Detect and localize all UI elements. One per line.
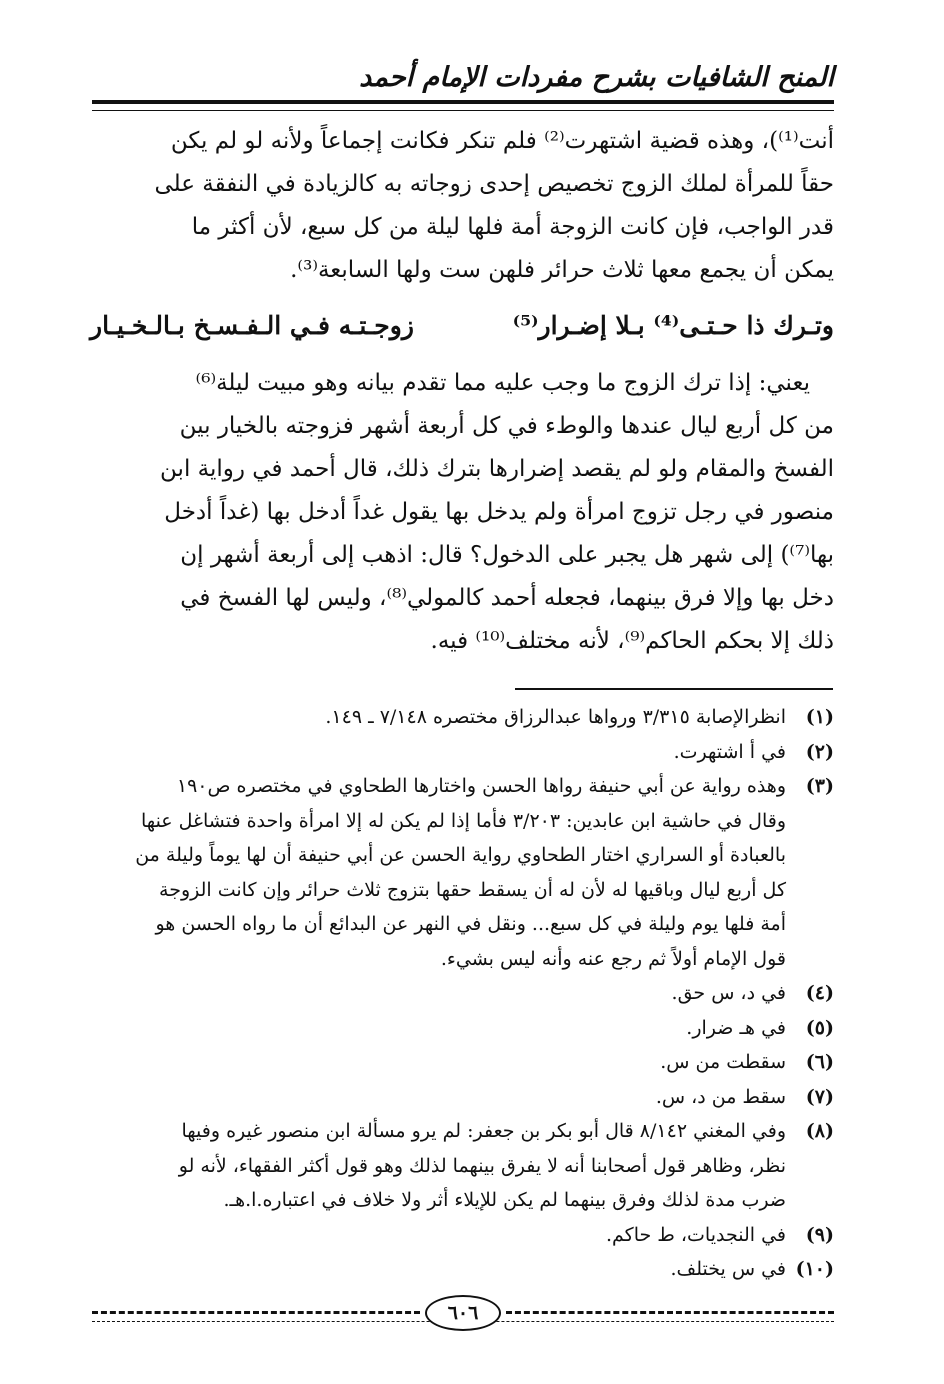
footnote-number: (٨)	[805, 1120, 834, 1142]
footnote-text	[92, 700, 786, 735]
footnote-text	[92, 769, 786, 976]
footnote-number: (٧)	[805, 1085, 834, 1108]
footnote-line: في س يختلف.	[670, 1258, 786, 1280]
paragraph-2-line: منصور في رجل تزوج امرأة ولم يدخل بها يقول غداً أدخل بها (غداً أدخل	[164, 499, 834, 525]
footnote-text	[92, 1045, 786, 1080]
header-rule-thick	[92, 100, 834, 104]
footnote-text	[92, 1011, 786, 1046]
footnote-line: في هـ ضرار.	[686, 1016, 786, 1039]
footnote-line: ضرب مدة لذلك وفرق بينهما لم يكن للإيلاء أثر ولا خلاف في اعتباره.ا.هـ.	[223, 1189, 786, 1211]
footnote-10	[92, 1252, 834, 1287]
footnote-number: (١٠)	[795, 1258, 834, 1280]
footnote-line: وقال في حاشية ابن عابدين: ٣/٢٠٣ فأما إذا لم يكن له إلا امرأة واحدة فتشاغل عنها	[141, 809, 786, 832]
footnote-number: (٩)	[805, 1223, 834, 1246]
footnote-line: كل أربع ليال وباقيها له لأن له أن يسقط حقها بتزوج ثلاث حرائر وإن كانت الزوجة	[159, 878, 786, 901]
paragraph-1-line: قدر الواجب، فإن كانت الزوجة أمة فلها ليلة من كل سبع، لأن أكثر ما	[191, 214, 834, 240]
footnote-text	[92, 1080, 786, 1115]
paragraph-1-line: يمكن أن يجمع معها ثلاث حرائر فلهن ست ولها السابعة⁽³⁾.	[290, 257, 834, 283]
paragraph-2-line: بها⁽⁷⁾) إلى شهر هل يجبر على الدخول؟ قال: اذهب إلى أربعة أشهر إن	[180, 542, 834, 568]
footnote-number: (٥)	[805, 1016, 834, 1039]
footnote-line: قول الإمام أولاً ثم رجع عنه وأنه ليس بشيء.	[440, 947, 786, 970]
header-rule-thin	[92, 110, 834, 111]
footnote-6	[92, 1045, 834, 1080]
footnote-1	[92, 700, 834, 735]
paragraph-2-line: من كل أربع ليال عندها والوطء في كل أربعة أشهر فزوجته بالخيار بين	[179, 413, 834, 439]
footnote-line: وفي المغني ٨/١٤٢ قال أبو بكر بن جعفر: لم يرو مسألة ابن منصور غيره وفيها	[181, 1120, 786, 1142]
footnote-line: في النجديات، ط حاكم.	[605, 1223, 786, 1246]
footnote-8	[92, 1114, 834, 1218]
footnote-text	[92, 735, 786, 770]
footnote-9	[92, 1218, 834, 1253]
paragraph-1-line: أنت⁽¹⁾)، وهذه قضية اشتهرت⁽²⁾ فلم تنكر فكانت إجماعاً ولأنه لو لم يكن	[170, 128, 834, 154]
paragraph-2-line: يعني: إذا ترك الزوج ما وجب عليه مما تقدم بيانه وهو مبيت ليلة⁽⁶⁾	[195, 370, 810, 396]
footnote-line: أمة فلها يوم وليلة في كل سبع... ونقل في النهر عن البدائع أن ما رواه الحسن هو	[155, 913, 786, 935]
footnote-number: (٣)	[805, 775, 834, 797]
verse-line	[90, 304, 834, 348]
footnote-number: (٦)	[805, 1051, 834, 1073]
footnote-text	[92, 1114, 786, 1218]
footnote-line: انظرالإصابة ٣/٣١٥ ورواها عبدالرزاق مختصره ٧/١٤٨ ـ ١٤٩.	[325, 706, 786, 728]
footnote-line: سقطت من س.	[660, 1051, 786, 1073]
footnote-text	[92, 1252, 786, 1287]
footnote-line: في أ اشتهرت.	[673, 740, 786, 763]
footnote-line: بالعبادة أو السراري اختار الطحاوي رواية الحسن عن أبي حنيفة أن لها يوماً وليلة من	[135, 844, 786, 866]
footnote-line: نظر، وظاهر قول أصحابنا أنه لا يفرق بينهما لذلك وهو قول أكثر الفقهاء، لأنه لو	[178, 1154, 786, 1177]
footnote-5	[92, 1011, 834, 1046]
body-text	[90, 120, 834, 663]
paragraph-2-line: دخل بها وإلا فرق بينهما، فجعله أحمد كالمولي⁽⁸⁾، وليس لها الفسخ في	[180, 585, 834, 611]
footnote-line: وهذه رواية عن أبي حنيفة رواها الحسن واختارها الطحاوي في مختصره ص١٩٠	[176, 775, 786, 797]
footnote-number: (٢)	[805, 740, 834, 763]
footnote-separator	[515, 688, 833, 690]
page-number: ٦٠٦	[425, 1295, 501, 1331]
footnote-line: سقط من د، س.	[655, 1085, 786, 1108]
verse-second-hemistich: زوجـتـه فـي الـفـسـخ بـالـخـيـار	[90, 311, 414, 340]
paragraph-2	[90, 362, 834, 663]
footnote-number: (٤)	[805, 982, 834, 1004]
paragraph-1	[90, 120, 834, 292]
running-head-title: المنح الشافيات بشرح مفردات الإمام أحمد	[359, 62, 834, 93]
footer-dashed-rule-right	[506, 1311, 834, 1314]
footnote-2	[92, 735, 834, 770]
footnote-text	[92, 976, 786, 1011]
footnote-4	[92, 976, 834, 1011]
footnote-7	[92, 1080, 834, 1115]
paragraph-2-line: الفسخ والمقام ولو لم يقصد إضرارها بترك ذلك، قال أحمد في رواية ابن	[160, 456, 834, 482]
footnote-text	[92, 1218, 786, 1253]
footnote-number: (١)	[805, 706, 834, 728]
footnote-line: في د، س حق.	[671, 982, 786, 1004]
verse-first-hemistich: وتـرك ذا حـتـى⁽⁴⁾ بـلا إضـرار⁽⁵⁾	[512, 311, 834, 340]
footer-dashed-rule-left	[92, 1311, 420, 1314]
footnotes	[92, 700, 834, 1287]
footnote-3	[92, 769, 834, 976]
page-footer	[92, 1293, 834, 1333]
paragraph-1-line: حقاً للمرأة لملك الزوج تخصيص إحدى زوجاته به كالزيادة في النفقة على	[154, 171, 834, 197]
paragraph-2-line: ذلك إلا بحكم الحاكم⁽⁹⁾، لأنه مختلف⁽¹⁰⁾ فيه.	[430, 628, 834, 654]
